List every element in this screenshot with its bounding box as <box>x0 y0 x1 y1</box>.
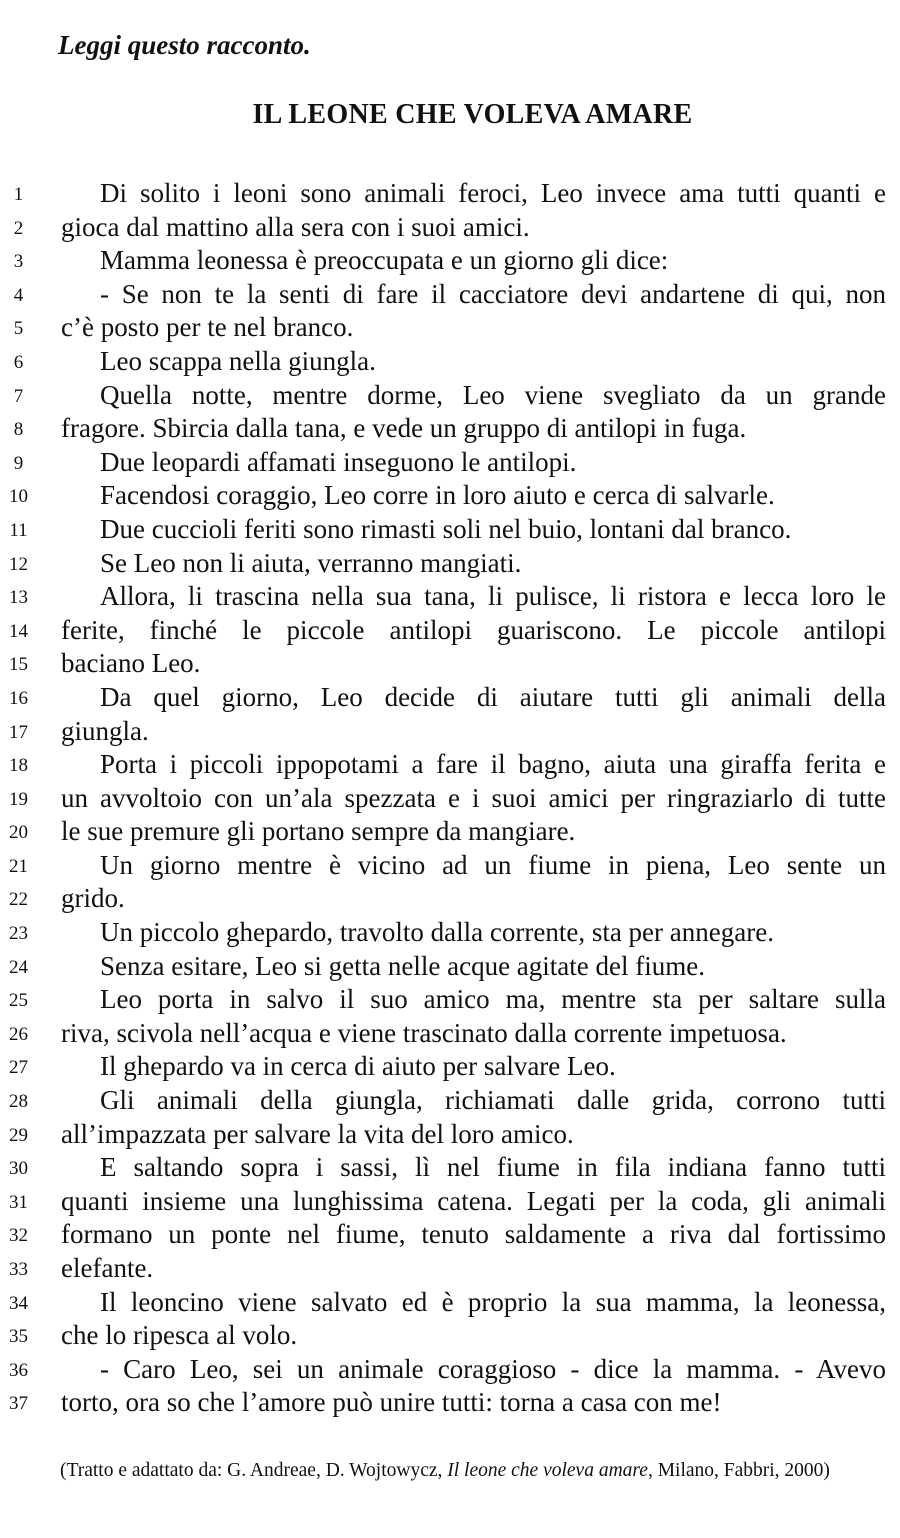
line-text: baciano Leo. <box>61 648 201 679</box>
line-text: formano un ponte nel fiume, tenuto saldamente a riva dal fortissimo <box>61 1219 886 1250</box>
line-number: 15 <box>9 654 28 676</box>
line-number: 2 <box>13 217 24 239</box>
story-line <box>0 981 900 1015</box>
line-number: 8 <box>13 419 24 441</box>
story-line <box>0 410 900 444</box>
line-number: 33 <box>9 1259 28 1280</box>
line-text: un avvoltoio con un’ala spezzata e i suoi amici per ringraziarlo di tutte <box>61 782 886 813</box>
line-number: 6 <box>13 351 24 373</box>
line-number: 26 <box>9 1023 28 1045</box>
line-number: 31 <box>9 1191 28 1213</box>
story-line <box>0 948 900 982</box>
source-suffix: , Milano, Fabbri, 2000) <box>647 1460 830 1481</box>
story-line <box>0 1216 900 1250</box>
story-line <box>0 511 900 545</box>
story-line <box>0 1149 900 1183</box>
line-number: 3 <box>13 251 24 273</box>
source-citation <box>60 1460 830 1482</box>
line-number: 1 <box>13 184 24 205</box>
story-line <box>0 477 900 511</box>
story-line <box>0 1317 900 1351</box>
story-line <box>0 1351 900 1385</box>
story-line <box>0 1183 900 1217</box>
line-text: elefante. <box>61 1253 154 1283</box>
line-text: - Se non te la senti di fare il cacciatore devi andartene di qui, non <box>100 278 886 309</box>
story-title: IL LEONE CHE VOLEVA AMARE <box>252 99 693 130</box>
instruction: Leggi questo racconto. <box>58 30 311 60</box>
line-text: Un giorno mentre è vicino ad un fiume in piena, Leo sente un <box>100 849 886 880</box>
line-text: Leo porta in salvo il suo amico ma, mentre sta per saltare sulla <box>100 984 886 1015</box>
line-text: Allora, li trascina nella sua tana, li pulisce, li ristora e lecca loro le <box>100 581 886 612</box>
line-text: fragore. Sbircia dalla tana, e vede un gruppo di antilopi in fuga. <box>61 413 747 444</box>
line-text: Due leopardi affamati inseguono le antilopi. <box>100 446 577 477</box>
story-line <box>0 209 900 243</box>
line-text: riva, scivola nell’acqua e viene trascinato dalla corrente impetuosa. <box>61 1017 787 1048</box>
line-text: Senza esitare, Leo si getta nelle acque agitate del fiume. <box>100 950 705 981</box>
source-book-title: Il leone che voleva amare <box>447 1460 648 1481</box>
story-line <box>0 545 900 579</box>
line-number: 10 <box>9 486 28 508</box>
line-number: 27 <box>9 1057 28 1079</box>
line-number: 18 <box>9 755 28 777</box>
line-text: gioca dal mattino alla sera con i suoi amici. <box>61 211 530 242</box>
story-line <box>0 1116 900 1150</box>
line-number: 32 <box>9 1225 28 1247</box>
line-number: 22 <box>9 889 28 911</box>
line-text: Un piccolo ghepardo, travolto dalla corrente, sta per annegare. <box>100 917 774 948</box>
line-text: Leo scappa nella giungla. <box>100 345 376 376</box>
line-text: Porta i piccoli ippopotami a fare il bagno, aiuta una giraffa ferita e <box>100 749 886 780</box>
line-text: le sue premure gli portano sempre da mangiare. <box>61 816 576 847</box>
line-number: 21 <box>9 855 28 877</box>
line-text: Da quel giorno, Leo decide di aiutare tutti gli animali della <box>100 681 886 712</box>
line-number: 4 <box>13 284 24 306</box>
story-line <box>0 343 900 377</box>
line-number: 30 <box>9 1158 28 1180</box>
line-number: 9 <box>13 452 24 474</box>
story-line <box>0 242 900 276</box>
line-number: 7 <box>13 385 24 407</box>
story-line <box>0 713 900 747</box>
line-text: c’è posto per te nel branco. <box>61 312 354 343</box>
line-text: all’impazzata per salvare la vita del loro amico. <box>61 1118 574 1149</box>
story-line <box>0 813 900 847</box>
line-number: 11 <box>9 519 28 541</box>
line-text: grido. <box>61 883 125 914</box>
line-text: che lo ripesca al volo. <box>61 1320 298 1351</box>
line-number: 34 <box>9 1292 28 1314</box>
line-text: Facendosi coraggio, Leo corre in loro aiuto e cerca di salvarle. <box>100 480 775 511</box>
story-line <box>0 780 900 814</box>
line-number: 14 <box>9 620 28 642</box>
line-text: Mamma leonessa è preoccupata e un giorno gli dice: <box>100 245 669 276</box>
story-line <box>0 645 900 679</box>
line-text: Di solito i leoni sono animali feroci, Leo invece ama tutti quanti e <box>100 178 886 208</box>
story-line <box>0 880 900 914</box>
story-line <box>0 1250 900 1284</box>
story-line <box>0 276 900 310</box>
story-line <box>0 444 900 478</box>
line-number: 35 <box>9 1326 28 1348</box>
story-line <box>0 1082 900 1116</box>
line-text: Due cuccioli feriti sono rimasti soli nel buio, lontani dal branco. <box>100 513 792 544</box>
line-number: 25 <box>9 990 28 1012</box>
line-text: quanti insieme una lunghissima catena. Legati per la coda, gli animali <box>61 1185 886 1216</box>
line-text: Il leoncino viene salvato ed è proprio la sua mamma, la leonessa, <box>100 1286 886 1317</box>
line-number: 36 <box>9 1359 28 1381</box>
story-line <box>0 679 900 713</box>
line-number: 28 <box>9 1091 28 1113</box>
line-text: giungla. <box>61 715 149 746</box>
story-line <box>0 1384 900 1418</box>
story-line <box>0 746 900 780</box>
story-line <box>0 309 900 343</box>
line-number: 23 <box>9 923 28 945</box>
line-number: 13 <box>9 587 28 609</box>
story-line <box>0 175 900 209</box>
story-line <box>0 914 900 948</box>
story-text <box>0 175 900 1418</box>
line-number: 12 <box>9 553 28 575</box>
story-line <box>0 377 900 411</box>
line-text: torto, ora so che l’amore può unire tutti: torna a casa con me! <box>61 1387 722 1418</box>
line-number: 24 <box>9 956 28 978</box>
story-line <box>0 612 900 646</box>
line-text: Il ghepardo va in cerca di aiuto per salvare Leo. <box>100 1051 616 1082</box>
line-text: - Caro Leo, sei un animale coraggioso - dice la mamma. - Avevo <box>100 1353 886 1384</box>
line-number: 5 <box>13 318 24 340</box>
line-number: 37 <box>9 1393 28 1415</box>
line-text: Quella notte, mentre dorme, Leo viene svegliato da un grande <box>100 379 886 410</box>
line-text: ferite, finché le piccole antilopi guariscono. Le piccole antilopi <box>61 614 886 645</box>
story-line <box>0 1015 900 1049</box>
line-number: 17 <box>9 721 28 743</box>
line-number: 29 <box>9 1124 28 1146</box>
line-number: 16 <box>9 687 28 709</box>
source-prefix: (Tratto e adattato da: G. Andreae, D. Wojtowycz, <box>60 1460 448 1481</box>
line-text: Se Leo non li aiuta, verranno mangiati. <box>100 547 522 578</box>
line-text: Gli animali della giungla, richiamati dalle grida, corrono tutti <box>100 1085 886 1116</box>
story-line <box>0 1048 900 1082</box>
story-line <box>0 847 900 881</box>
line-text: E saltando sopra i sassi, lì nel fiume in fila indiana fanno tutti <box>100 1152 886 1183</box>
line-number: 20 <box>9 822 28 844</box>
line-number: 19 <box>9 788 28 810</box>
story-line <box>0 1284 900 1318</box>
story-line <box>0 578 900 612</box>
